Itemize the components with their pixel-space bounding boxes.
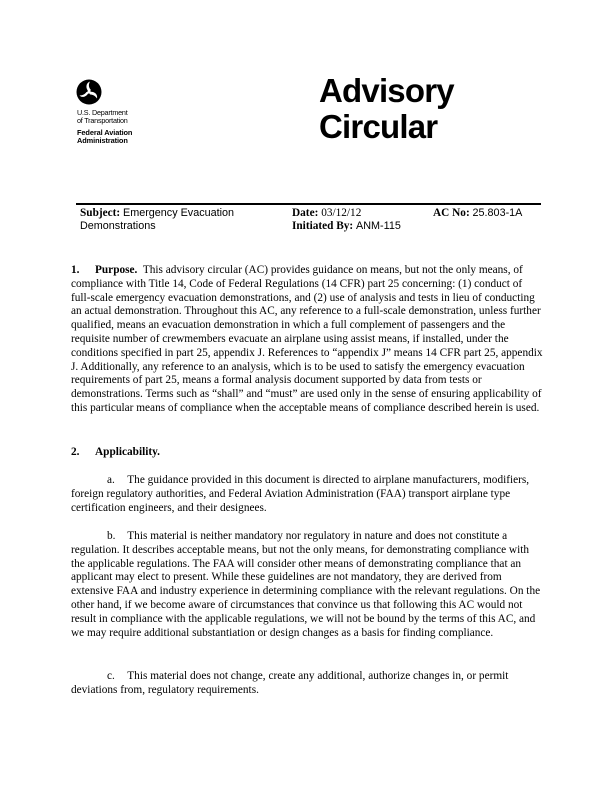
department-name [77, 109, 128, 126]
subsection-label: a. [107, 474, 115, 486]
ac-number-field [433, 207, 543, 220]
initiated-by-value: ANM-115 [356, 220, 401, 233]
subject-value-line2: Demonstrations [80, 220, 156, 233]
header-rule [76, 203, 541, 205]
subsection-text: This material does not change, create any additional, authorize changes in, or permit deviations from, regulatory requirements. [71, 670, 509, 696]
subject-value-line1: Emergency Evacuation [123, 207, 235, 219]
subsection-text: The guidance provided in this document is directed to airplane manufacturers, modifiers, foreign regulatory authorities, and Federal Aviation Administration (FAA) transport airplane type certification engineers, and their designees. [71, 474, 530, 514]
subject-field [80, 207, 280, 233]
subsection-text: This material is neither mandatory nor regulatory in nature and does not constitute a regulation. It describes acceptable means, but not the only means, for demonstrating compliance with the applicable regulations. The FAA will consider other means of demonstrating compliance that an applicant may elect to present. While these guidelines are not mandatory, they are derived from extensive FAA and industry experience in determining compliance with the relevant regulations. On the other hand, if we become aware of circumstances that convince us that following this AC would not result in compliance with the applicable regulations, we will not be bound by the terms of this AC, and we may require additional substantiation or design changes as a basis for finding compliance. [71, 530, 541, 639]
title-line2: Circular [319, 108, 438, 145]
document-title [319, 73, 454, 145]
date-value: 03/12/12 [321, 207, 362, 219]
section-heading: Purpose. [95, 264, 138, 276]
section-number: 1. [71, 264, 80, 276]
ac-number-value: 25.803-1A [472, 207, 523, 219]
administration-line1: Federal Aviation [77, 128, 133, 137]
date-label: Date: [292, 207, 319, 219]
administration-line2: Administration [77, 136, 128, 146]
initiated-by-label: Initiated By: [292, 220, 354, 233]
dot-triskelion-logo-icon [76, 79, 102, 105]
subsection-a [71, 474, 543, 515]
subject-label: Subject: [80, 207, 121, 219]
section-text: This advisory circular (AC) provides guidance on means, but not the only means, of compliance with Title 14, Code of Federal Regulations (14 CFR) part 25 concerning: (1) conduct of full-scale emergency evacuation demonstrations, and (2) use of analysis and tests in lieu of conducting an actual demonstration. Throughout this AC, any reference to a full-scale demonstration, unless further qualified, means an evacuation demonstration in which a full complement of passengers and the requisite number of crewmembers evacuate an airplane using assist means, if installed, under the conditions specified in part 25, appendix J. References to “appendix J” means 14 CFR part 25, appendix J. Additionally, any reference to an analysis, which is to be used to satisfy the emergency evacuation requirements of part 25, means a formal analysis document supported by data from tests or demonstrations. Terms such as “shall” and “must” are used only in the sense of ensuring applicability of this particular means of compliance when the acceptable means of compliance described herein is used. [71, 264, 543, 414]
section-heading: Applicability. [95, 446, 160, 458]
section-number: 2. [71, 446, 80, 458]
subsection-label: c. [107, 670, 115, 682]
department-line2: of Transportation [77, 116, 128, 126]
title-line1: Advisory [319, 72, 454, 109]
department-line1: U.S. Department [77, 108, 128, 117]
section-applicability [71, 446, 543, 460]
ac-number-label: AC No: [433, 207, 470, 219]
section-purpose [71, 264, 543, 416]
subsection-c [71, 670, 543, 698]
date-field [292, 207, 432, 233]
subsection-label: b. [107, 530, 116, 542]
subsection-b [71, 530, 543, 640]
administration-name [77, 129, 132, 146]
